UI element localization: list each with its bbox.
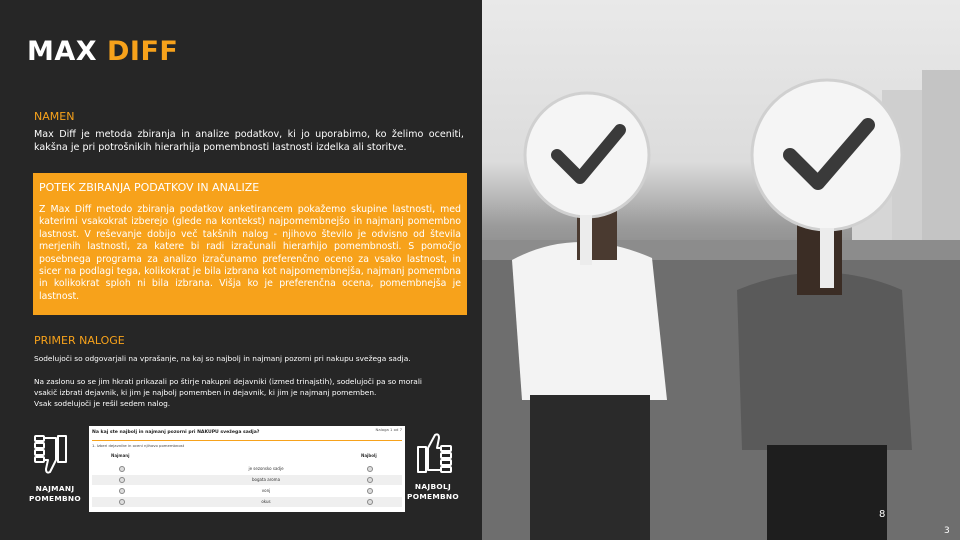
thumbs-down-icon — [32, 432, 74, 476]
survey-subtitle: 1. Izberi dejavnike in oceni njihovo pomembnost — [92, 443, 185, 448]
process-text: Z Max Diff metodo zbiranja podatkov anketirancem pokažemo skupine lastnosti, med katerimi vsakokrat izberejo (glede na kontekst) najpomembnejšo in najmanj pomembno lastnost. V reševanje dobijo več takšnih nalog - njihovo število je odvisno od števila merjenih lastnosti, za katere bi radi izračunali hierarhijo pomembnosti. S pomočjo posebnega programa za analizo izračunamo preferenčno oceno za vsako lastnost, in sicer na podlagi tega, kolikokrat je bila izbrana kot najpomembnejša, najmanj pomembna in kolikokrat sploh ni bila izbrana. Višja ko je preferenčna ocena, pomembnejša je lastnost. — [39, 204, 461, 302]
survey-page-indicator: Naloga 1 od 7 — [375, 427, 402, 432]
title-accent: DIFF — [106, 36, 179, 67]
thumbs-up-icon — [410, 430, 456, 476]
survey-row — [92, 475, 402, 485]
survey-attribute: je sezonsko sadje — [248, 466, 284, 471]
most-radio[interactable] — [367, 499, 373, 505]
example-line-1: Sodelujoči so odgovarjali na vprašanje, na kaj so najbolj in najmanj pozorni pri nakupu svežega sadja. — [34, 354, 411, 363]
example-line-2: Na zaslonu so se jim hkrati prikazali po štirje nakupni dejavniki (izmed trinajstih), sodelujoči pa so morali — [34, 377, 422, 386]
survey-col-least: Najmanj — [111, 453, 130, 458]
most-important-label: NAJBOLJ POMEMBNO — [407, 482, 459, 501]
purpose-heading: NAMEN — [34, 110, 75, 123]
page-title — [27, 36, 178, 67]
example-line-3: vsakič izbrati dejavnik, ki jim je najbolj pomemben in dejavnik, ki jim je najmanj pomemben. — [34, 388, 377, 397]
photo-people-with-check-signs — [482, 0, 960, 540]
survey-col-most: Najbolj — [361, 453, 377, 458]
least-radio[interactable] — [119, 466, 125, 472]
survey-example — [89, 426, 405, 512]
page-number: 8 — [879, 509, 886, 520]
least-radio[interactable] — [119, 499, 125, 505]
purpose-text: Max Diff je metoda zbiranja in analize podatkov, ki jo uporabimo, ko želimo oceniti, kakšna je pri potrošnikih hierarhija pomembnosti lastnosti izdelka ali storitve. — [34, 129, 464, 153]
process-heading: POTEK ZBIRANJA PODATKOV IN ANALIZE — [39, 181, 260, 194]
process-box — [33, 173, 467, 315]
most-radio[interactable] — [367, 466, 373, 472]
page-number-secondary: 3 — [944, 526, 950, 536]
least-radio[interactable] — [119, 488, 125, 494]
survey-divider — [92, 440, 402, 441]
example-line-4: Vsak sodelujoči je rešil sedem nalog. — [34, 399, 171, 408]
survey-attribute: okus — [261, 499, 271, 504]
most-radio[interactable] — [367, 477, 373, 483]
survey-attribute: bogata aroma — [251, 477, 281, 482]
example-heading: PRIMER NALOGE — [34, 334, 125, 347]
survey-row — [92, 464, 402, 474]
least-important-label: NAJMANJ POMEMBNO — [29, 484, 81, 503]
survey-attribute: vonj — [261, 488, 271, 493]
photo-illustration — [482, 0, 960, 540]
title-main: MAX — [27, 36, 107, 67]
survey-row — [92, 497, 402, 507]
least-radio[interactable] — [119, 477, 125, 483]
most-radio[interactable] — [367, 488, 373, 494]
survey-row — [92, 486, 402, 496]
survey-question: Na kaj ste najbolj in najmanj pozorni pri NAKUPU svežega sadja? — [92, 430, 260, 435]
